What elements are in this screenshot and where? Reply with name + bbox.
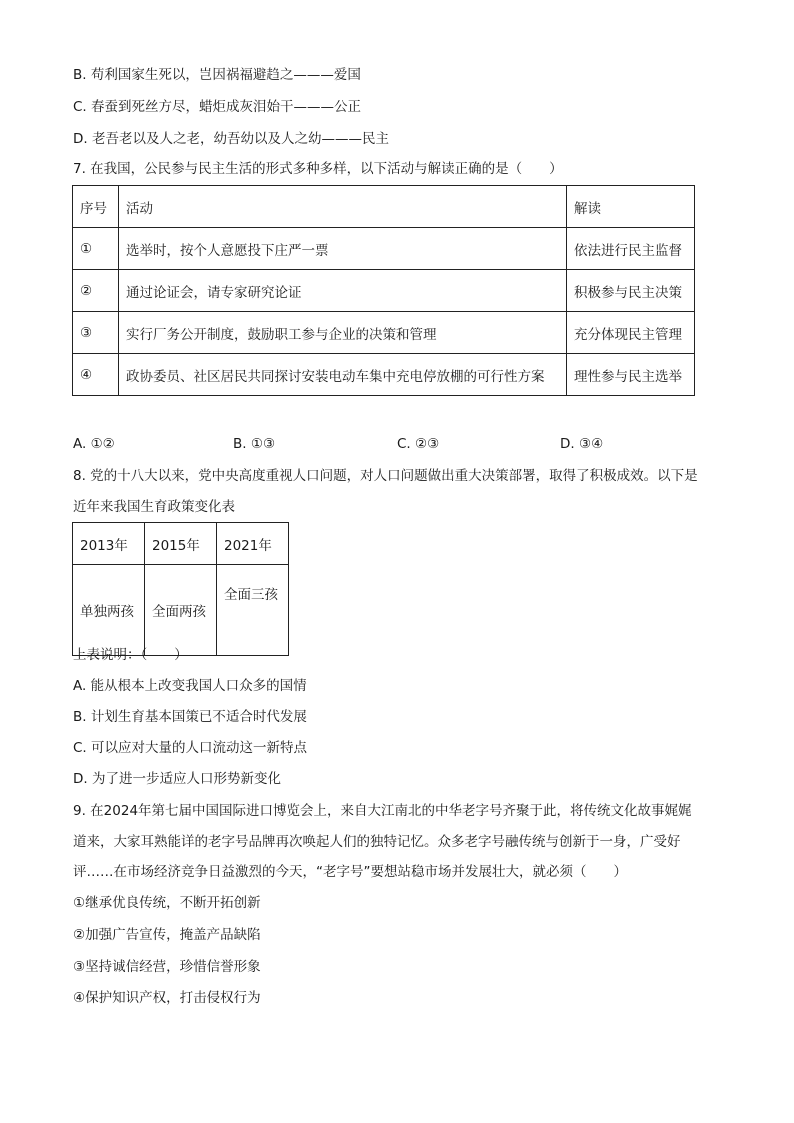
activity-cell: 选举时，按个人意愿投下庄严一票 xyxy=(119,228,567,270)
table-row xyxy=(73,523,289,565)
table-row xyxy=(73,565,289,656)
q8-option-a[interactable]: A. 能从根本上改变我国人口众多的国情 xyxy=(73,678,307,694)
q7-options xyxy=(73,434,723,454)
year-cell: 2013年 xyxy=(73,523,145,565)
interpretation-cell: 理性参与民主选举 xyxy=(567,354,695,396)
interpretation-cell: 依法进行民主监督 xyxy=(567,228,695,270)
q9-item-2: ②加强广告宣传，掩盖产品缺陷 xyxy=(73,927,261,943)
q8-caption: 上表说明：（ ） xyxy=(73,647,188,663)
year-cell: 2015年 xyxy=(145,523,217,565)
q8-option-b[interactable]: B. 计划生育基本国策已不适合时代发展 xyxy=(73,709,307,725)
table-row xyxy=(73,354,695,396)
activity-cell: 实行厂务公开制度，鼓励职工参与企业的决策和管理 xyxy=(119,312,567,354)
header-cell: 活动 xyxy=(119,186,567,228)
activity-cell: 通过论证会，请专家研究论证 xyxy=(119,270,567,312)
policy-cell: 全面三孩 xyxy=(217,565,289,656)
q7-option-a[interactable]: A. ①② xyxy=(73,436,115,452)
table-row xyxy=(73,228,695,270)
q8-stem-line-1: 8. 党的十八大以来，党中央高度重视人口问题，对人口问题做出重大决策部署，取得了积极成效。以下是 xyxy=(73,468,698,484)
interpretation-cell: 积极参与民主决策 xyxy=(567,270,695,312)
q6-option-b: B. 苟利国家生死以，岂因祸福避趋之———爱国 xyxy=(73,67,361,83)
policy-cell: 全面两孩 xyxy=(145,565,217,656)
q6-option-c: C. 春蚕到死丝方尽，蜡炬成灰泪始干———公正 xyxy=(73,99,362,115)
q7-option-d[interactable]: D. ③④ xyxy=(560,436,604,452)
q8-policy-table xyxy=(72,522,289,656)
q9-item-4: ④保护知识产权，打击侵权行为 xyxy=(73,990,261,1006)
q8-option-c[interactable]: C. 可以应对大量的人口流动这一新特点 xyxy=(73,740,308,756)
policy-cell: 单独两孩 xyxy=(73,565,145,656)
q7-option-c[interactable]: C. ②③ xyxy=(397,436,440,452)
q8-option-d[interactable]: D. 为了进一步适应人口形势新变化 xyxy=(73,771,281,787)
q9-stem-line-3: 评……在市场经济竞争日益激烈的今天，“老字号”要想站稳市场并发展壮大，就必须（ ） xyxy=(73,864,627,880)
year-cell: 2021年 xyxy=(217,523,289,565)
row-number: ④ xyxy=(73,354,119,396)
header-cell: 解读 xyxy=(567,186,695,228)
q7-stem: 7. 在我国，公民参与民主生活的形式多种多样，以下活动与解读正确的是（ ） xyxy=(73,161,563,177)
row-number: ② xyxy=(73,270,119,312)
interpretation-cell: 充分体现民主管理 xyxy=(567,312,695,354)
q7-table xyxy=(72,185,695,396)
q8-stem-line-2: 近年来我国生育政策变化表 xyxy=(73,499,235,515)
q9-item-1: ①继承优良传统，不断开拓创新 xyxy=(73,895,261,911)
q6-option-d: D. 老吾老以及人之老，幼吾幼以及人之幼———民主 xyxy=(73,131,389,147)
row-number: ① xyxy=(73,228,119,270)
activity-cell: 政协委员、社区居民共同探讨安装电动车集中充电停放棚的可行性方案 xyxy=(119,354,567,396)
q9-item-3: ③坚持诚信经营，珍惜信誉形象 xyxy=(73,959,261,975)
q7-option-b[interactable]: B. ①③ xyxy=(233,436,276,452)
q9-stem-line-1: 9. 在2024年第七届中国国际进口博览会上，来自大江南北的中华老字号齐聚于此，将传统文化故事娓娓 xyxy=(73,803,692,819)
table-row xyxy=(73,312,695,354)
table-row xyxy=(73,270,695,312)
table-header-row xyxy=(73,186,695,228)
row-number: ③ xyxy=(73,312,119,354)
q9-stem-line-2: 道来，大家耳熟能详的老字号品牌再次唤起人们的独特记忆。众多老字号融传统与创新于一身，广受好 xyxy=(73,834,681,850)
header-cell: 序号 xyxy=(73,186,119,228)
